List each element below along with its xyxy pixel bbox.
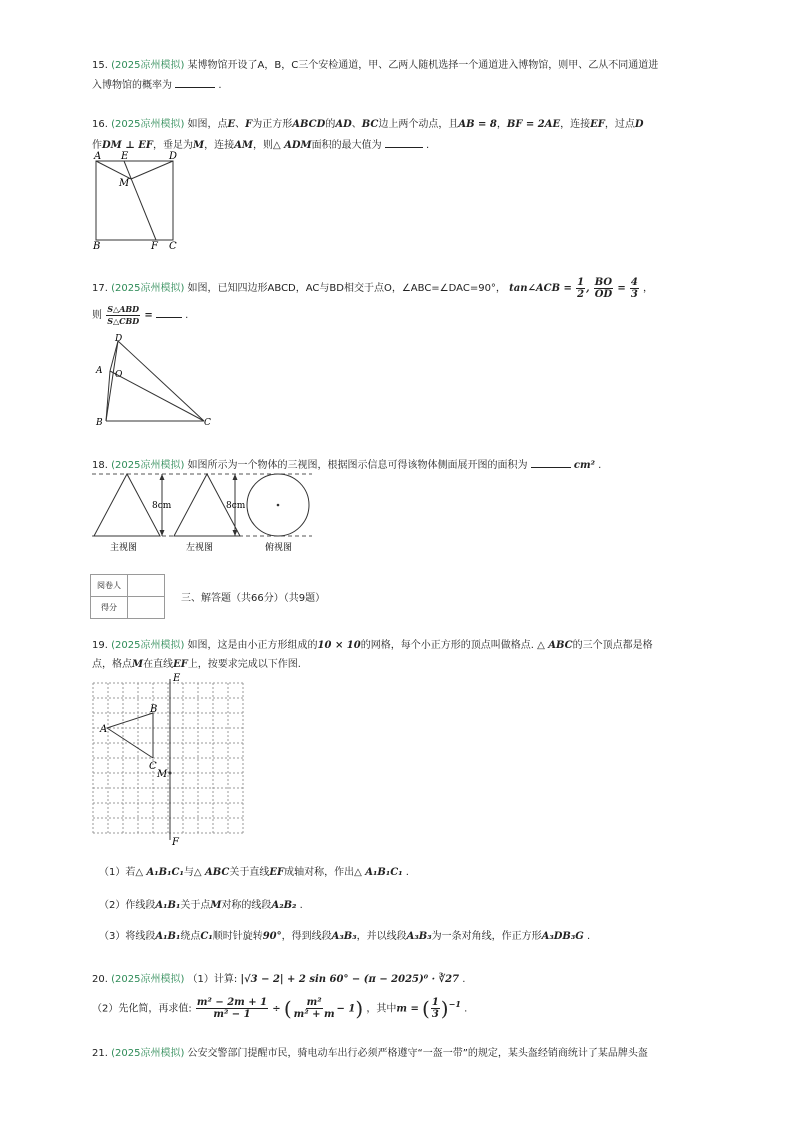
q20-math: ÷: [272, 1003, 281, 1015]
segment-bd: [106, 341, 118, 421]
q20-line1: [92, 973, 465, 987]
q19-math: △ A₁B₁C₁: [135, 867, 184, 878]
q16-text: ，过点: [604, 119, 635, 130]
label-d: D: [169, 151, 178, 162]
q19-text: 关于点: [180, 900, 211, 911]
q20-text: （2）先化简，再求值:: [92, 1003, 192, 1015]
label-a: A: [94, 151, 102, 162]
score-cell[interactable]: [128, 597, 165, 619]
q20-math: |√3 − 2| + 2 sin 60° − (π − 2025)⁰ · ∛27: [240, 974, 460, 985]
fraction: [576, 277, 585, 300]
segment-dc: [118, 341, 204, 421]
q20-text: .: [464, 1003, 468, 1015]
paren: (: [422, 996, 430, 1021]
answer-blank[interactable]: [531, 457, 571, 468]
q21-line1: [92, 1047, 648, 1061]
label-e: E: [121, 151, 129, 162]
q16-math: △ ADM: [272, 140, 312, 151]
q19-text: 对称的线段: [221, 900, 272, 911]
fraction: [293, 997, 336, 1020]
q19-text: 与: [183, 867, 194, 878]
q15-end: .: [218, 80, 222, 91]
q16-math: F: [245, 119, 253, 130]
denominator: m² + m: [293, 1008, 335, 1020]
paren: (: [283, 996, 292, 1021]
q19-text: .: [299, 900, 303, 911]
segment-am: [96, 161, 131, 179]
q18-unit: cm²: [573, 460, 595, 471]
q18-three-views-figure: [90, 471, 315, 555]
caption-top-view: 俯视图: [265, 543, 293, 553]
q21-source: (2025凉州模拟): [111, 1048, 185, 1059]
q15-text1: 某博物馆开设了A，B，C三个安检通道，甲、乙两人随机选择一个通道进入博物馆，则甲、乙从不同通道进: [187, 60, 659, 71]
label-b: B: [93, 241, 101, 252]
q19-math: △ ABC: [193, 867, 230, 878]
arrowhead: [233, 474, 238, 480]
q17-source: (2025凉州模拟): [111, 283, 185, 294]
label-c: C: [169, 241, 177, 252]
q19-text: ，得到线段: [281, 931, 332, 942]
answer-blank[interactable]: [385, 137, 423, 148]
q16-math: AM: [234, 140, 253, 151]
q19-text: 上，按要求完成以下作图.: [187, 659, 301, 670]
fraction: [431, 997, 440, 1020]
q19-text: 顺时针旋转: [212, 931, 263, 942]
point-m: [169, 772, 172, 775]
q17-end: .: [185, 310, 189, 321]
q19-text: 的网格，每个小正方形的顶点叫做格点.: [360, 640, 534, 651]
q19-math: A₃B₃: [406, 931, 432, 942]
q19-text: .: [405, 867, 409, 878]
label-a: A: [100, 724, 108, 735]
q15-number: 15.: [92, 60, 108, 71]
label-c: C: [149, 761, 157, 772]
q20-source: (2025凉州模拟): [111, 974, 185, 985]
q20-text: ，其中: [366, 1003, 397, 1015]
q16-math: EF: [590, 119, 605, 130]
segment-dm: [131, 161, 173, 179]
q15-text2: 入博物馆的概率为: [92, 80, 172, 91]
exponent: −1: [448, 999, 461, 1009]
segment-ac: [110, 371, 204, 421]
segment-ef: [124, 161, 156, 240]
q16-math: M: [193, 140, 205, 151]
q16-text: ，垂足为: [153, 140, 194, 151]
fraction: [594, 277, 613, 300]
q18-source: (2025凉州模拟): [111, 460, 185, 471]
q16-square-figure: [90, 148, 185, 252]
q19-text: 的三个顶点都是格: [572, 640, 653, 651]
numerator: S△ABD: [107, 303, 140, 314]
q17-number: 17.: [92, 283, 108, 294]
q16-text: ，连接: [204, 140, 235, 151]
q20-line2: [92, 990, 468, 1021]
q17-math: =: [617, 283, 626, 294]
label-b: B: [150, 704, 158, 715]
q20-math: m =: [396, 1003, 419, 1015]
q19-text: ，并以线段: [356, 931, 407, 942]
scoring-table: [90, 574, 165, 619]
grid-lines: [93, 683, 243, 833]
q20-text: （1）计算:: [187, 974, 238, 985]
numerator: m² − 2m + 1: [196, 996, 268, 1008]
q19-text: （1）若: [99, 867, 136, 878]
q19-math: M: [132, 659, 144, 670]
section-3-title: 三、解答题（共66分）（共9题）: [181, 593, 326, 604]
arrowhead: [160, 530, 165, 536]
label-c: C: [204, 418, 211, 428]
q19-part3: [99, 930, 590, 944]
q19-math: 10 × 10: [317, 640, 361, 651]
q19-math: A₁B₁: [155, 931, 181, 942]
reviewer-cell[interactable]: [128, 575, 165, 597]
q19-math: A₂B₂: [271, 900, 297, 911]
q20-text: .: [462, 974, 466, 985]
q17-math: tan∠ACB =: [509, 283, 572, 294]
q20-number: 20.: [92, 974, 108, 985]
q19-text: （2）作线段: [99, 900, 156, 911]
q15-source: (2025凉州模拟): [111, 60, 185, 71]
q16-math: DM ⊥ EF: [102, 140, 154, 151]
square-abcd: [96, 161, 173, 240]
q19-text: 为一条对角线，作正方形: [431, 931, 542, 942]
q19-math: △ ABC: [537, 640, 573, 651]
q18-number: 18.: [92, 460, 108, 471]
label-a: A: [96, 366, 103, 376]
q16-math: BC: [361, 119, 379, 130]
q19-math: △ A₁B₁C₁: [354, 867, 403, 878]
q15-line2: [92, 77, 222, 93]
q19-text: 点，格点: [92, 659, 132, 670]
label-d: D: [115, 334, 123, 344]
q21-number: 21.: [92, 1048, 108, 1059]
q16-math: AD: [335, 119, 352, 130]
q19-part1: [99, 866, 409, 880]
label-o: O: [115, 370, 123, 380]
q16-math: BF = 2AE: [506, 119, 561, 130]
q19-math: 90°: [262, 931, 282, 942]
fraction: [196, 997, 268, 1020]
q19-text: 成轴对称，作出: [284, 867, 355, 878]
q20-math: − 1: [336, 1003, 356, 1015]
q17-quadrilateral-figure: [93, 333, 218, 428]
q19-line1: [92, 639, 653, 653]
reviewer-label: 阅卷人: [91, 575, 128, 597]
q17-math: =: [144, 310, 153, 321]
answer-blank[interactable]: [156, 307, 182, 318]
q17-text: 则: [92, 310, 102, 321]
q19-source: (2025凉州模拟): [111, 640, 185, 651]
segment-ab: [107, 713, 153, 728]
q16-text: ，连接: [560, 119, 591, 130]
height-label: 8cm: [226, 501, 246, 511]
q15-line1: [92, 59, 658, 73]
q16-math: D: [634, 119, 644, 130]
paren: ): [355, 996, 364, 1021]
arrowhead: [160, 474, 165, 480]
q16-text: 为正方形: [252, 119, 293, 130]
label-b: B: [96, 418, 103, 428]
denominator: m² − 1: [213, 1008, 251, 1020]
answer-blank[interactable]: [175, 77, 215, 88]
q16-text: 如图，点: [187, 119, 228, 130]
label-m: M: [119, 178, 130, 189]
q16-text: ，: [496, 119, 507, 130]
height-label: 8cm: [152, 501, 172, 511]
q16-text: 、: [351, 119, 362, 130]
numerator: 4: [630, 276, 638, 288]
q17-text: 如图，已知四边形ABCD，AC与BD相交于点O，∠ABC=∠DAC=90°，: [187, 283, 506, 294]
q19-number: 19.: [92, 640, 108, 651]
q19-math: EF: [173, 659, 188, 670]
q19-math: M: [210, 900, 222, 911]
q16-text: 、: [235, 119, 246, 130]
q16-text: ，则: [252, 140, 273, 151]
q16-number: 16.: [92, 119, 108, 130]
q17-line1: [92, 276, 653, 302]
q21-text: 公安交警部门提醒市民，骑电动车出行必须严格遵守“一盔一带”的规定，某头盔经销商统计了某品牌头盔: [187, 1048, 648, 1059]
q17-text: ，: [643, 283, 654, 294]
arrowhead: [233, 530, 238, 536]
q16-text: 边上两个动点，且: [378, 119, 459, 130]
numerator: 1: [577, 276, 585, 288]
fraction: [106, 304, 140, 327]
q19-grid-figure: [88, 670, 252, 850]
q19-text: .: [586, 931, 591, 942]
q17-line2: [92, 303, 188, 329]
q16-text: 面积的最大值为: [311, 140, 382, 151]
label-f: F: [172, 837, 179, 848]
q16-text: 的: [325, 119, 336, 130]
numerator: m²: [306, 996, 322, 1008]
q19-text: 在直线: [143, 659, 174, 670]
q19-math: EF: [269, 867, 285, 878]
q17-math: ,: [586, 283, 590, 294]
label-e: E: [173, 673, 181, 684]
denominator: S△CBD: [107, 315, 140, 326]
q19-math: A₃B₃: [331, 931, 357, 942]
q19-math: C₁: [200, 931, 213, 942]
caption-left-view: 左视图: [186, 543, 214, 553]
center-dot: [277, 504, 280, 507]
denominator: 2: [577, 288, 585, 300]
q16-text: 作: [92, 140, 102, 151]
numerator: BO: [594, 276, 613, 288]
q18-text: 如图所示为一个物体的三视图，根据图示信息可得该物体侧面展开图的面积为: [187, 460, 528, 471]
denominator: 3: [630, 288, 638, 300]
denominator: 3: [431, 1008, 439, 1020]
label-f: F: [151, 241, 158, 252]
q18-end: .: [598, 460, 602, 471]
q16-math: E: [227, 119, 236, 130]
q19-text: 绕点: [180, 931, 201, 942]
q16-math: AB = 8: [458, 119, 497, 130]
numerator: 1: [431, 996, 439, 1008]
label-m: M: [157, 769, 168, 780]
q16-math: ABCD: [292, 119, 326, 130]
q19-math: A₁B₁: [155, 900, 181, 911]
paren: ): [440, 996, 449, 1021]
q19-text: 关于直线: [229, 867, 270, 878]
q19-text: 如图，这是由小正方形组成的: [187, 640, 318, 651]
denominator: OD: [594, 288, 613, 300]
q16-line1: [92, 118, 644, 132]
q16-source: (2025凉州模拟): [111, 119, 185, 130]
score-label: 得分: [91, 597, 128, 619]
caption-front-view: 主视图: [110, 543, 138, 553]
fraction: [630, 277, 639, 300]
q19-text: （3）将线段: [99, 931, 156, 942]
front-view-triangle: [94, 474, 160, 536]
q19-math: A₃DB₃G: [541, 931, 584, 942]
q19-part2: [99, 899, 303, 913]
q16-end: .: [425, 140, 430, 151]
